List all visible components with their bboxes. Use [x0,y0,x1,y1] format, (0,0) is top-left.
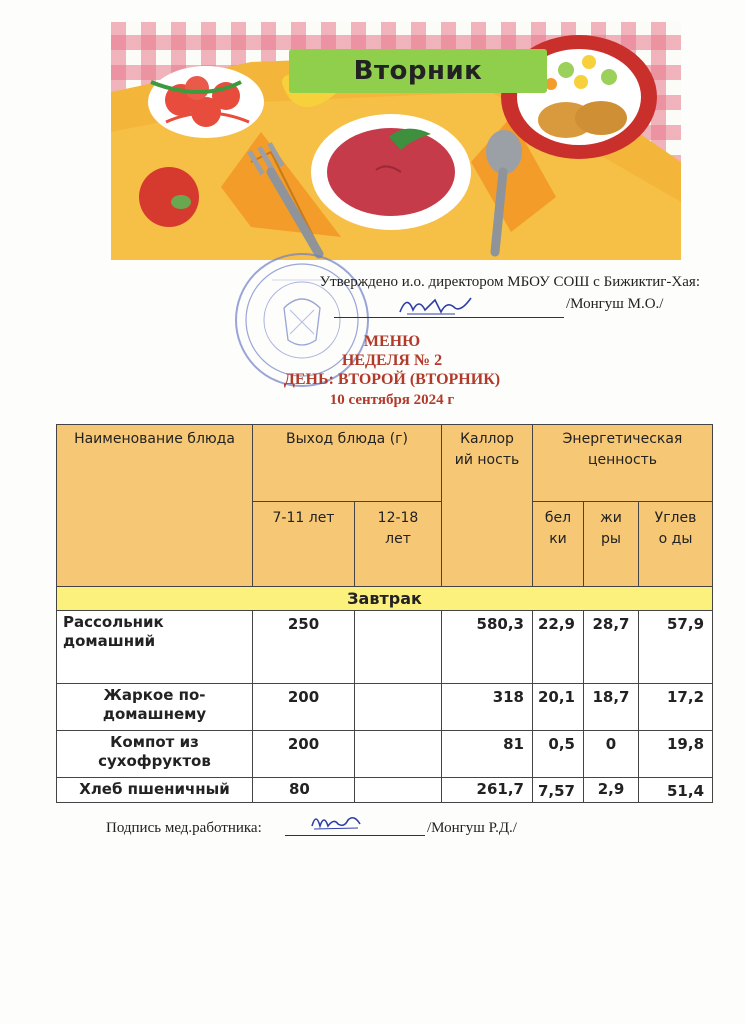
proteins-value: 20,1 [533,684,584,731]
header-carbs: Углев о ды [639,502,713,587]
table-row [57,778,713,803]
table-row [57,611,713,684]
day-title: ДЕНЬ: ВТОРОЙ (ВТОРНИК) [283,371,501,388]
dish-name: Жаркое по-домашнему [57,684,253,731]
menu-table [56,424,713,803]
header-energy: Энергетическая ценность [533,425,713,502]
section-breakfast: Завтрак [57,587,713,611]
fats-value: 0 [584,731,639,778]
proteins-value: 7,57 [533,778,584,803]
dish-name: Рассольник домашний [57,611,253,684]
proteins-value: 22,9 [533,611,584,684]
dish-name: Компот из сухофруктов [57,731,253,778]
medic-signature-label: Подпись мед.работника: [106,820,262,836]
proteins-value: 0,5 [533,731,584,778]
header-output: Выход блюда (г) [253,425,442,502]
day-title-banner: Вторник [289,49,547,93]
carbs-value: 51,4 [639,778,713,803]
carbs-value: 57,9 [639,611,713,684]
medic-signature-icon [308,808,364,834]
section-row [57,587,713,611]
director-signature-icon [395,290,475,320]
medic-name: /Монгуш Р.Д./ [427,820,517,836]
fats-value: 28,7 [584,611,639,684]
approval-text: Утверждено и.о. директором МБОУ СОШ с Бижиктиг-Хая: [319,274,700,290]
table-row [57,731,713,778]
menu-title: МЕНЮ [363,333,421,350]
dish-name: Хлеб пшеничный [57,778,253,803]
output-12-18 [355,611,442,684]
table-row [57,684,713,731]
header-calories: Каллор ий ность [442,425,533,587]
header-fats: жи ры [584,502,639,587]
header-dish: Наименование блюда [57,425,253,587]
fats-value: 2,9 [584,778,639,803]
director-name: /Монгуш М.О./ [566,296,664,312]
menu-banner [111,22,681,260]
fats-value: 18,7 [584,684,639,731]
output-7-11: 200 [253,731,355,778]
output-7-11: 80 [253,778,355,803]
header-age-7-11: 7-11 лет [253,502,355,587]
calories-value: 318 [442,684,533,731]
output-12-18 [355,684,442,731]
output-12-18 [355,778,442,803]
table-header-row [57,425,713,502]
calories-value: 81 [442,731,533,778]
output-7-11: 250 [253,611,355,684]
header-proteins: бел ки [533,502,584,587]
header-age-12-18: 12-18 лет [355,502,442,587]
calories-value: 261,7 [442,778,533,803]
menu-date: 10 сентября 2024 г [329,392,455,408]
carbs-value: 17,2 [639,684,713,731]
week-title: НЕДЕЛЯ № 2 [341,352,443,369]
output-12-18 [355,731,442,778]
calories-value: 580,3 [442,611,533,684]
carbs-value: 19,8 [639,731,713,778]
output-7-11: 200 [253,684,355,731]
